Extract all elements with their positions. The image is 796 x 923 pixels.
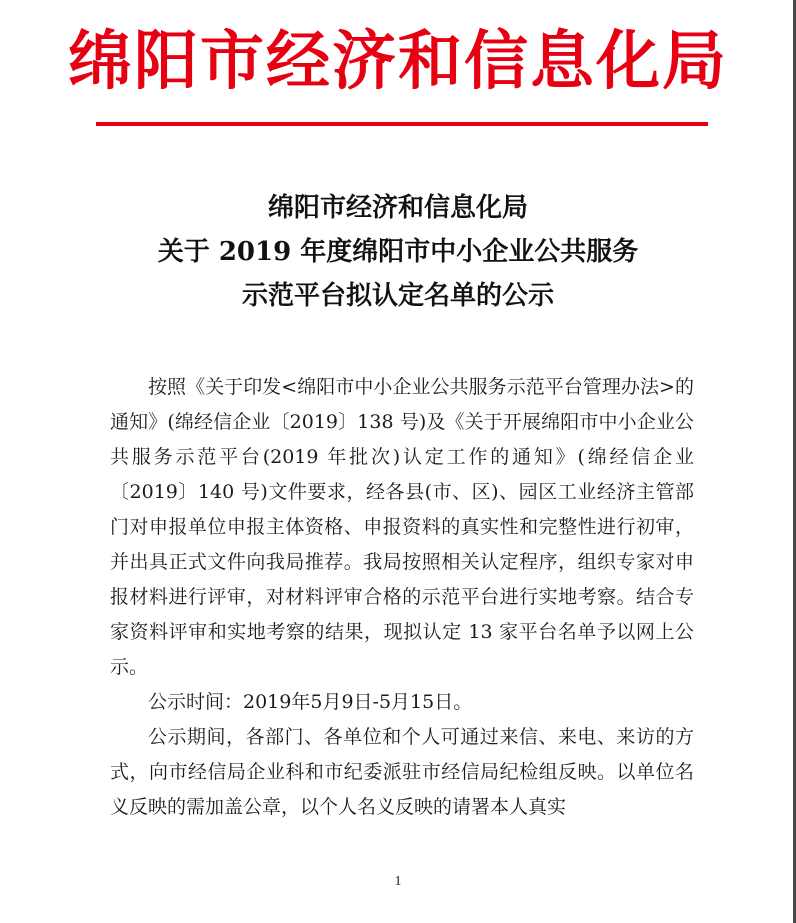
title-line-2: 关于 2019 年度绵阳市中小企业公共服务 [157,237,639,267]
letterhead-red-rule [96,122,708,126]
title-line-1: 绵阳市经济和信息化局 [267,193,528,223]
body-paragraph-3: 公示期间，各部门、各单位和个人可通过来信、来电、来访的方式，向市经信局企业科和市纪委派驻市经信局纪检组反映。以单位名义反映的需加盖公章，以个人名义反映的请署本人真实 [110,726,694,818]
body-paragraph-2: 公示时间：2019年5月9日-5月15日。 [148,691,473,713]
body-paragraph-1: 按照《关于印发<绵阳市中小企业公共服务示范平台管理办法>的通知》(绵经信企业〔2019〕138 号)及《关于开展绵阳市中小企业公共服务示范平台(2019 年批次)认定工作的通知》(绵经信企业〔2019〕140 号)文件要求，经各县(市、区)、园区工业经济主管部门对申报单位申报主体资格、申报资料的真实性和完整性进行初审，并出具正式文件向我局推荐。我局按照相关认定程序，组织专家对申报材料进行评审，对材料评审合格的示范平台进行实地考察。结合专家资料评审和实地考察的结果，现拟认定 13 家平台名单予以网上公示。 [110,376,694,678]
letterhead-org-name: 绵阳市经济和信息化局 [68,25,728,99]
document-body [110,370,694,825]
document-title [0,186,796,318]
title-line-3: 示范平台拟认定名单的公示 [241,281,554,311]
page-number: 1 [394,874,402,889]
